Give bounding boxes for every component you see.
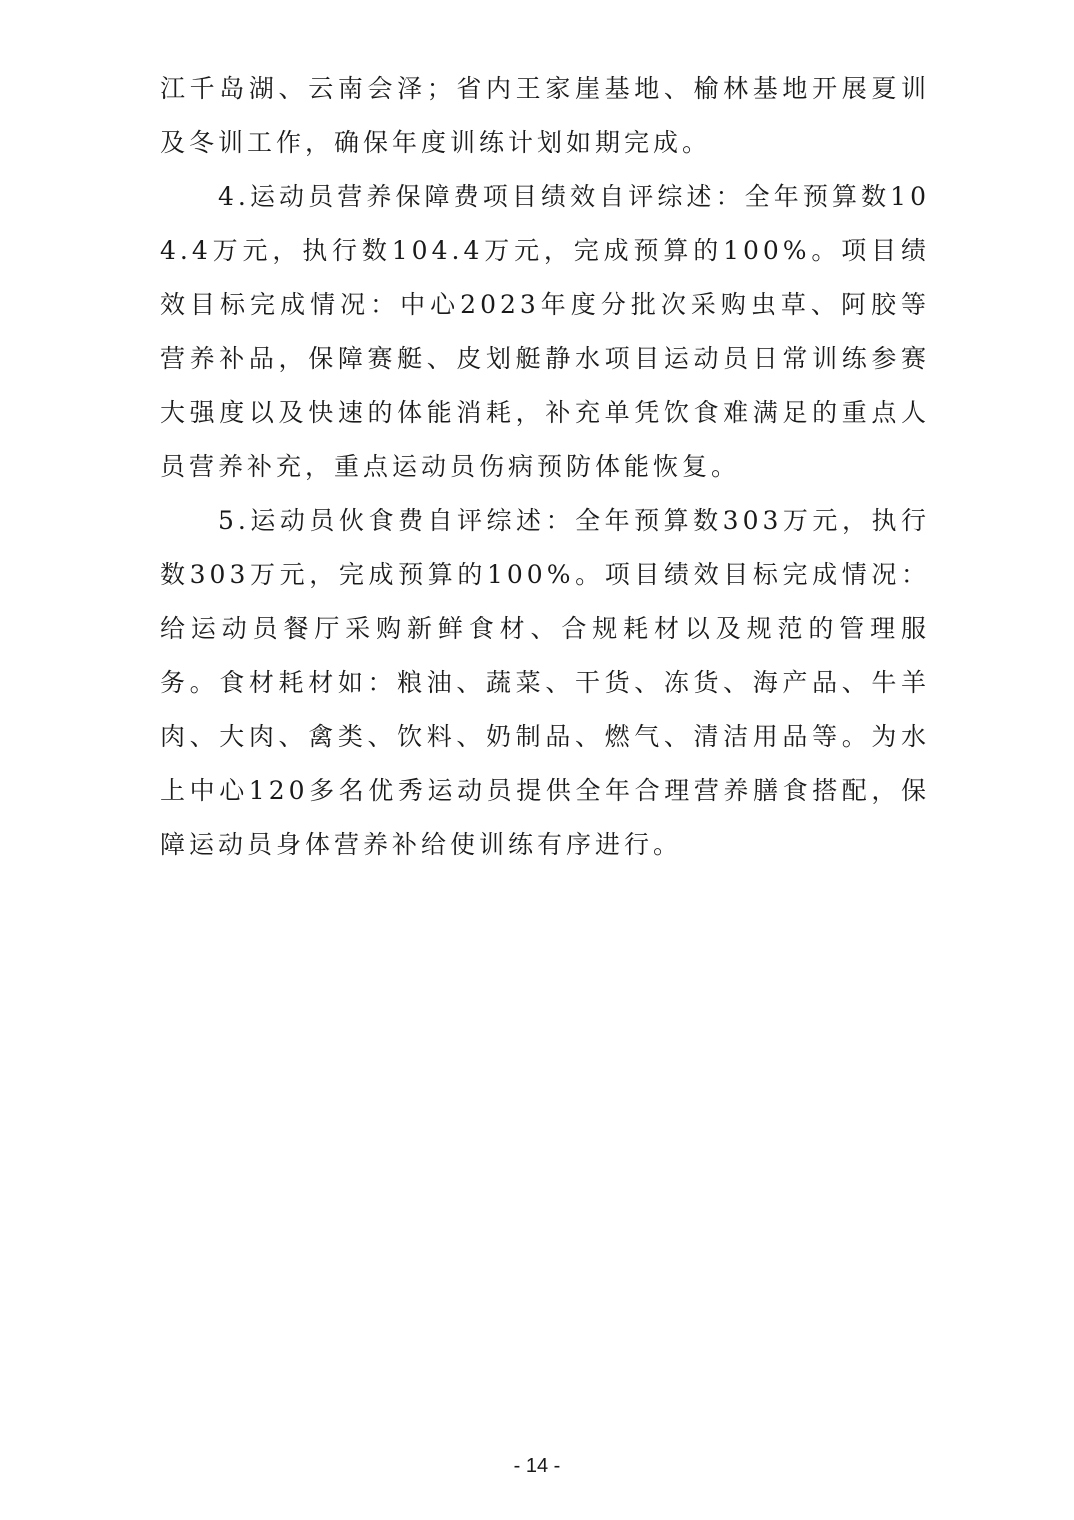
paragraph-item-4-nutrition: 4.运动员营养保障费项目绩效自评综述：全年预算数104.4万元，执行数104.4万元，完成预算的100%。项目绩效目标完成情况：中心2023年度分批次采购虫草、阿胶等营养补品，保障赛艇、皮划艇静水项目运动员日常训练参赛大强度以及快速的体能消耗，补充单凭饮食难满足的重点人员营养补充，重点运动员伤病预防体能恢复。: [160, 182, 930, 481]
document-body: [160, 62, 930, 872]
paragraph-continuation: 江千岛湖、云南会泽；省内王家崖基地、榆林基地开展夏训及冬训工作，确保年度训练计划如期完成。: [160, 74, 930, 157]
page-number: - 14 -: [513, 1455, 561, 1477]
paragraph-item-5-meals: 5.运动员伙食费自评综述：全年预算数303万元，执行数303万元，完成预算的100%。项目绩效目标完成情况：给运动员餐厅采购新鲜食材、合规耗材以及规范的管理服务。食材耗材如：粮油、蔬菜、干货、冻货、海产品、牛羊肉、大肉、禽类、饮料、奶制品、燃气、清洁用品等。为水上中心120多名优秀运动员提供全年合理营养膳食搭配，保障运动员身体营养补给使训练有序进行。: [160, 506, 930, 859]
